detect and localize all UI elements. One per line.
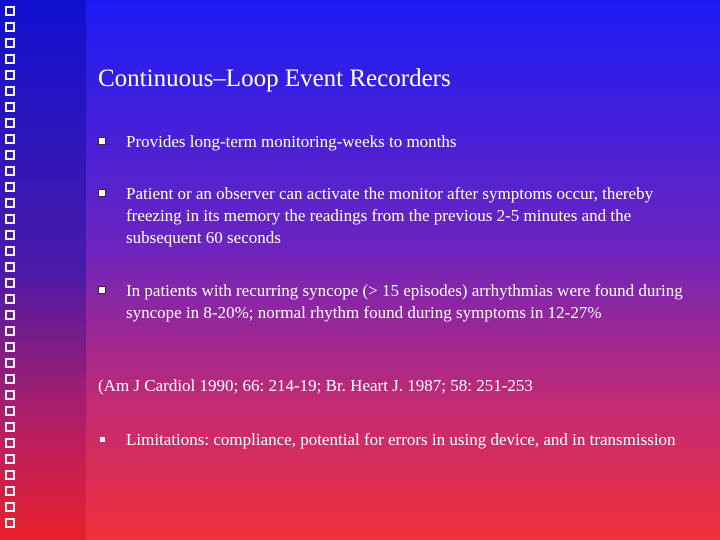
decorative-square [5,454,15,464]
small-square-bullet-icon [100,437,105,442]
decorative-square-column [5,6,21,536]
square-bullet-icon [98,286,106,294]
decorative-square [5,134,15,144]
bullet-text: Provides long-term monitoring-weeks to months [126,132,457,151]
decorative-square [5,22,15,32]
decorative-square [5,54,15,64]
square-bullet-icon [98,137,106,145]
bullet-text: Patient or an observer can activate the monitor after symptoms occur, thereby freezing in its memory the readings from the previous 2-5 minutes and the subsequent 60 seconds [126,184,654,247]
decorative-square [5,246,15,256]
decorative-square [5,518,15,528]
decorative-square [5,406,15,416]
decorative-square [5,102,15,112]
decorative-square [5,70,15,80]
decorative-square [5,294,15,304]
reference-citation: (Am J Cardiol 1990; 66: 214-19; Br. Heart J. 1987; 58: 251-253 [98,376,533,395]
decorative-square [5,342,15,352]
decorative-square [5,470,15,480]
decorative-square [5,6,15,16]
decorative-square [5,374,15,384]
decorative-square [5,390,15,400]
decorative-square [5,310,15,320]
left-decorative-strip [0,0,86,540]
decorative-square [5,326,15,336]
decorative-square [5,118,15,128]
square-bullet-icon [98,189,106,197]
slide-title: Continuous–Loop Event Recorders [98,65,451,92]
decorative-square [5,262,15,272]
decorative-square [5,278,15,288]
decorative-square [5,422,15,432]
decorative-square [5,86,15,96]
decorative-square [5,502,15,512]
decorative-square [5,358,15,368]
decorative-square [5,486,15,496]
decorative-square [5,38,15,48]
sub-bullet-text: Limitations: compliance, potential for errors in using device, and in transmission [126,430,676,449]
decorative-square [5,438,15,448]
decorative-square [5,198,15,208]
decorative-square [5,166,15,176]
decorative-square [5,150,15,160]
bullet-text: In patients with recurring syncope (> 15 episodes) arrhythmias were found during syncope in 8-20%; normal rhythm found during symptoms in 12-27% [126,281,683,322]
decorative-square [5,214,15,224]
decorative-square [5,182,15,192]
decorative-square [5,230,15,240]
